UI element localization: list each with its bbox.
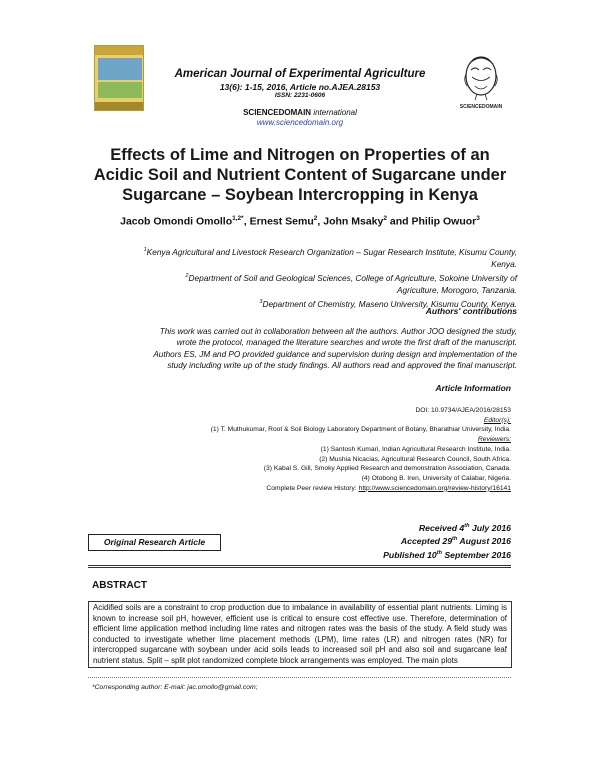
reviewers-label: Reviewers: <box>477 436 511 444</box>
journal-volume-info: 13(6): 1-15, 2016, Article no.AJEA.28153 <box>219 82 381 92</box>
affiliations <box>85 244 517 309</box>
article-dates <box>300 521 511 561</box>
author-name: John Msaky <box>323 215 384 228</box>
title-line: Sugarcane – Soybean Intercropping in Kenya <box>122 186 478 204</box>
section-divider <box>88 567 511 568</box>
affiliation-line: Agriculture, Morogoro, Tanzania. <box>396 284 517 295</box>
reviewer-entry: (1) Santosh Kumari, Indian Agricultural Research Institute, India. <box>320 445 511 453</box>
review-history-link[interactable]: http://www.sciencedomain.org/review-history/16141 <box>358 484 511 492</box>
accepted-date: Accepted 29th August 2016 <box>400 536 511 547</box>
author-sup: 3 <box>476 215 480 222</box>
title-line: Acidic Soil and Nutrient Content of Sugarcane under <box>93 166 507 184</box>
abstract-heading: ABSTRACT <box>92 580 147 591</box>
abstract-box: Acidified soils are a constraint to crop production due to imbalance in availability of essential plant nutrients. Liming is known to increase soil pH, however, efficient use is critical to ensure cost effective use. Therefore, determination of efficient lime application method including lime rates and nitrogen rates was the basis of the study. A field study was conducted to investigate whether lime placement methods (LPM), lime rates (LR) and nitrogen rates (NR) for intercropped sugarcane with soybean under acid soils leads to increased soil pH and also soil and sugarcane leaf nutrient status. Split – split plot randomized complete block arrangements was employed. The main plots <box>88 601 512 668</box>
author-sup: 2 <box>383 215 387 222</box>
reviewer-entry: (3) Kabal S. Gill, Smoky Applied Research and demonstration Association, Canada. <box>263 465 511 473</box>
publisher-main: SCIENCEDOMAIN <box>243 108 312 117</box>
author-name: Jacob Omondi Omollo <box>120 215 233 228</box>
corresponding-author-footnote: *Corresponding author: E-mail: jac.omollo@gmail.com; <box>92 684 258 691</box>
logo-caption: SCIENCEDOMAIN <box>459 104 503 110</box>
reviewer-entry: (2) Mushia Nicacias, Agricultural Research Council, South Africa. <box>319 455 511 463</box>
sciencedomain-logo <box>455 50 507 112</box>
published-date: Published 10th September 2016 <box>383 549 511 560</box>
contributions-heading: Authors' contributions <box>425 306 517 316</box>
doi: DOI: 10.9734/AJEA/2016/28153 <box>415 407 511 414</box>
author-list: Jacob Omondi Omollo$^{1,2*}$, Ernest Semu$^2$, John Msaky$^2$ and Philip Owuor$^3$ <box>120 215 480 228</box>
author-name: Ernest Semu <box>249 215 314 228</box>
footnote-separator <box>88 677 511 678</box>
author-sup: 1,2* <box>232 215 244 222</box>
reviewer-entry: (4) Otobong B. Iren, University of Calabar, Nigeria. <box>361 474 511 482</box>
title-line: Effects of Lime and Nitrogen on Properties of an <box>110 146 490 164</box>
affiliation-line: $^1$Kenya Agricultural and Livestock Research Organization – Sugar Research Institute, Kisumu County, <box>143 246 517 257</box>
article-type-box: Original Research Article <box>88 534 221 551</box>
author-sup: 2 <box>313 215 318 222</box>
author-name: Philip Owuor <box>411 215 477 228</box>
journal-title: American Journal of Experimental Agriculture <box>174 68 426 80</box>
affiliation-line: $^2$Department of Soil and Geological Sciences, College of Agriculture, Sokoine University of <box>185 272 517 283</box>
journal-issn: ISSN: 2231-0606 <box>274 92 326 99</box>
affiliation-line: Kenya. <box>491 258 517 269</box>
contributions-text: This work was carried out in collaboration between all the authors. Author JOO designed the study, wrote the protocol, managed the literature searches and wrote the first draft of the manuscript. Authors ES, JM and PO provided guidance and supervision during design and implementation of the study including write up of the study findings. All authors read and approved the final manuscript. <box>153 327 517 371</box>
publisher-name <box>150 108 450 117</box>
received-date: Received 4th July 2016 <box>418 522 511 533</box>
article-info-heading: Article Information <box>435 383 511 393</box>
journal-website-link[interactable]: www.sciencedomain.org <box>256 118 344 127</box>
editor-entry: (1) T. Muthukumar, Root & Soil Biology Laboratory Department of Botany, Bharathiar University, India. <box>210 426 511 434</box>
editors-label: Editor(s): <box>483 416 511 424</box>
section-divider <box>88 565 511 566</box>
journal-cover-thumbnail <box>94 45 144 111</box>
publisher-suffix: international <box>311 108 357 117</box>
article-info <box>85 406 511 493</box>
review-history: Complete Peer review History: http://www.sciencedomain.org/review-history/16141 <box>266 484 511 492</box>
article-title <box>80 145 520 205</box>
affiliation-line: $^3$Department of Chemistry, Maseno University, Kisumu County, Kenya. <box>259 298 517 309</box>
